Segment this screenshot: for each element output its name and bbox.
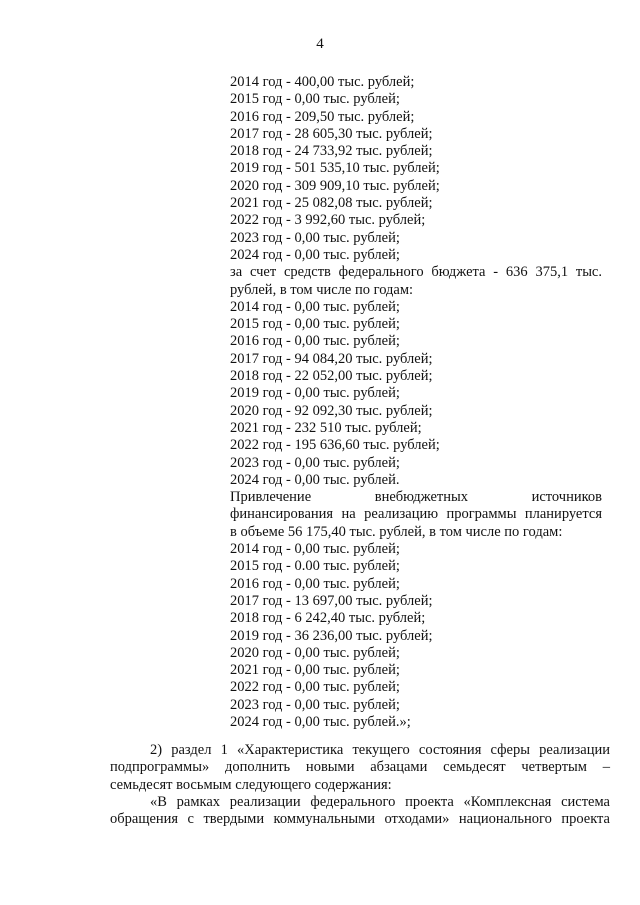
funding-column: [230, 74, 602, 731]
regional-year-line-4: 2018 год - 24 733,92 тыс. рублей;: [230, 143, 433, 160]
regional-year-line-3: 2017 год - 28 605,30 тыс. рублей;: [230, 125, 433, 142]
extra-intro-line-1: Привлечение внебюджетных источников: [230, 489, 602, 506]
body-text: [110, 742, 610, 828]
federal-funding-list: [230, 299, 602, 489]
regional-year-line-2: 2016 год - 209,50 тыс. рублей;: [230, 108, 415, 125]
paragraph-3-line-1: «В рамках реализации федерального проекта «Комплексная система: [150, 793, 610, 810]
federal-intro-line-2: рублей, в том числе по годам:: [230, 281, 414, 298]
regional-year-line-1: 2015 год - 0,00 тыс. рублей;: [230, 91, 400, 108]
regional-funding-list: [230, 74, 602, 264]
federal-year-line-3: 2017 год - 94 084,20 тыс. рублей;: [230, 350, 433, 367]
extra-intro-line-2: финансирования на реализацию программы планируется: [230, 506, 602, 523]
page-number: 4: [316, 36, 324, 52]
extrabudgetary-funding-list: [230, 541, 602, 731]
regional-year-line-7: 2021 год - 25 082,08 тыс. рублей;: [230, 195, 433, 212]
extra-intro-line-3: в объеме 56 175,40 тыс. рублей, в том числе по годам:: [230, 523, 563, 540]
federal-year-line-0: 2014 год - 0,00 тыс. рублей;: [230, 298, 400, 315]
extra-year-line-10: 2024 год - 0,00 тыс. рублей.»;: [230, 713, 411, 730]
federal-year-line-10: 2024 год - 0,00 тыс. рублей.: [230, 471, 400, 488]
regional-year-line-10: 2024 год - 0,00 тыс. рублей;: [230, 246, 400, 263]
regional-year-line-6: 2020 год - 309 909,10 тыс. рублей;: [230, 177, 440, 194]
regional-year-line-8: 2022 год - 3 992,60 тыс. рублей;: [230, 212, 426, 229]
regional-year-line-5: 2019 год - 501 535,10 тыс. рублей;: [230, 160, 440, 177]
federal-year-line-4: 2018 год - 22 052,00 тыс. рублей;: [230, 368, 433, 385]
regional-year-line-9: 2023 год - 0,00 тыс. рублей;: [230, 229, 400, 246]
paragraph-2-line-3: семьдесят восьмым следующего содержания:: [110, 776, 392, 793]
federal-year-line-1: 2015 год - 0,00 тыс. рублей;: [230, 316, 400, 333]
paragraph-3-line-2: обращения с твердыми коммунальными отходами» национального проекта: [110, 811, 610, 828]
extra-year-line-3: 2017 год - 13 697,00 тыс. рублей;: [230, 592, 433, 609]
federal-year-line-2: 2016 год - 0,00 тыс. рублей;: [230, 333, 400, 350]
extra-year-line-6: 2020 год - 0,00 тыс. рублей;: [230, 644, 400, 661]
federal-year-line-9: 2023 год - 0,00 тыс. рублей;: [230, 454, 400, 471]
federal-year-line-8: 2022 год - 195 636,60 тыс. рублей;: [230, 437, 440, 454]
extra-year-line-7: 2021 год - 0,00 тыс. рублей;: [230, 662, 400, 679]
extra-year-line-2: 2016 год - 0,00 тыс. рублей;: [230, 575, 400, 592]
extra-year-line-5: 2019 год - 36 236,00 тыс. рублей;: [230, 627, 433, 644]
extra-year-line-8: 2022 год - 0,00 тыс. рублей;: [230, 679, 400, 696]
extra-year-line-0: 2014 год - 0,00 тыс. рублей;: [230, 541, 400, 558]
federal-intro-line-1: за счет средств федерального бюджета - 636 375,1 тыс.: [230, 264, 602, 281]
regional-year-line-0: 2014 год - 400,00 тыс. рублей;: [230, 74, 415, 90]
extra-year-line-4: 2018 год - 6 242,40 тыс. рублей;: [230, 610, 426, 627]
federal-year-line-5: 2019 год - 0,00 тыс. рублей;: [230, 385, 400, 402]
extra-year-line-1: 2015 год - 0.00 тыс. рублей;: [230, 558, 400, 575]
extra-year-line-9: 2023 год - 0,00 тыс. рублей;: [230, 696, 400, 713]
federal-year-line-7: 2021 год - 232 510 тыс. рублей;: [230, 419, 422, 436]
paragraph-2-line-1: 2) раздел 1 «Характеристика текущего состояния сферы реализации: [150, 742, 610, 758]
paragraph-2-line-2: подпрограммы» дополнить новыми абзацами семьдесят четвертым –: [110, 759, 610, 776]
federal-year-line-6: 2020 год - 92 092,30 тыс. рублей;: [230, 402, 433, 419]
